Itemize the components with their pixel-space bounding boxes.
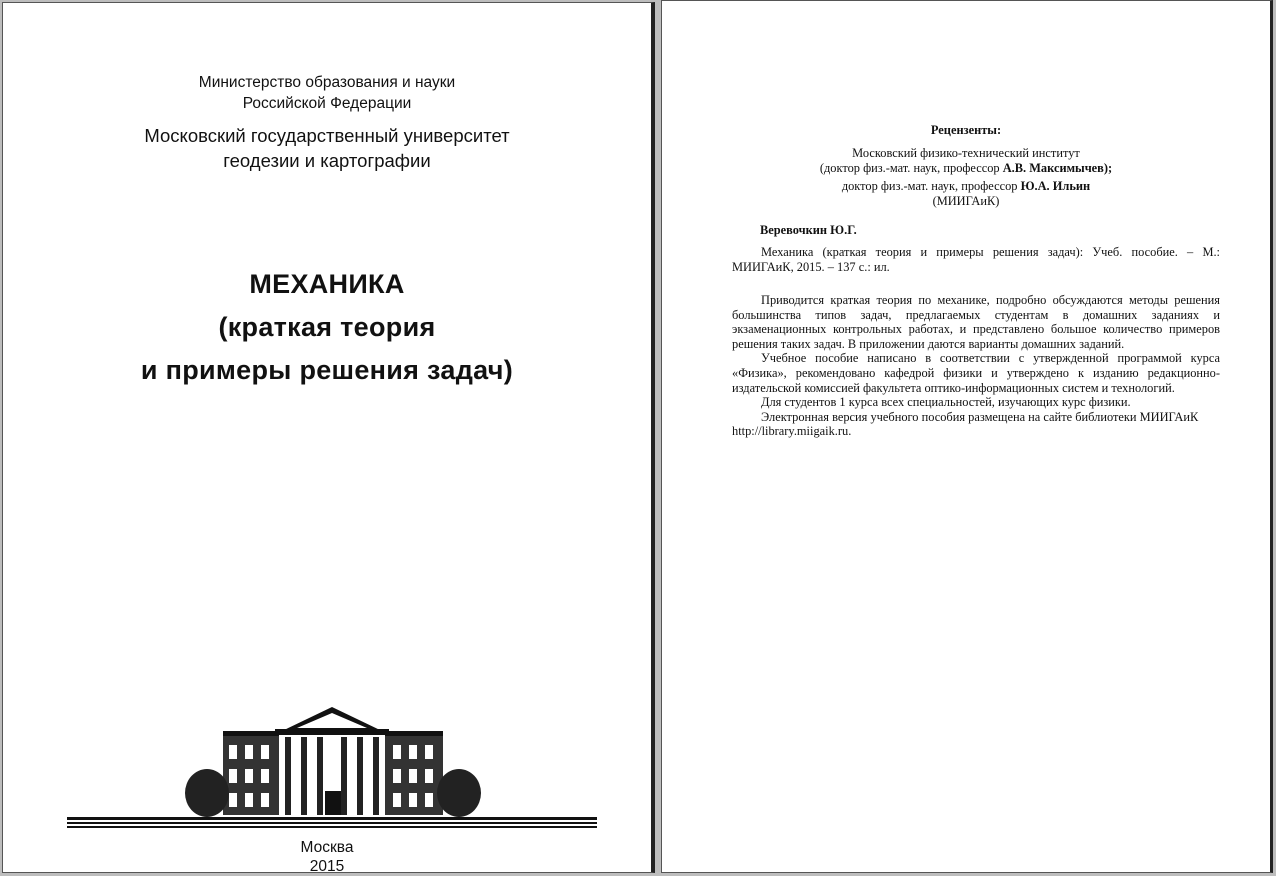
title-line-3: и примеры решения задач) <box>140 355 514 385</box>
author-name: Веревочкин Ю.Г. <box>760 223 857 237</box>
abstract-paragraph-1: Приводится краткая теория по механике, подробно обсуждаются методы решения большинства типов задач, предлагаемых студентам в домашних заданиях и экзаменационных контрольных работах, и представлено большое количество примеров решения таких задач. В приложении даются варианты домашних заданий. <box>732 293 1220 351</box>
citation <box>732 245 1220 274</box>
university-name <box>3 123 651 173</box>
university-line-1: Московский государственный университет <box>144 125 510 146</box>
reviewer-2-degree: доктор физ.-мат. наук, профессор <box>841 179 1021 193</box>
book-title <box>3 263 651 392</box>
reviewer-1-credentials <box>662 161 1270 176</box>
abstract <box>732 293 1220 439</box>
citation-text: Механика (краткая теория и примеры решения задач): Учеб. пособие. – М.: МИИГАиК, 2015. – 137 с.: ил. <box>732 245 1220 274</box>
publication-place-year <box>3 838 651 876</box>
year: 2015 <box>309 858 345 875</box>
cover-page <box>2 2 655 873</box>
reviewer-2-name: Ю.А. Ильин <box>1020 179 1091 193</box>
reviewer-2 <box>662 179 1270 208</box>
abstract-paragraph-4: Электронная версия учебного пособия размещена на сайте библиотеки МИИГАиК http://library.miigaik.ru. <box>732 409 1199 439</box>
city: Москва <box>300 839 354 856</box>
title-line-2: (краткая теория <box>218 312 436 342</box>
title-line-1: МЕХАНИКА <box>249 269 405 299</box>
reviewer-2-credentials <box>662 179 1270 194</box>
ministry-line-1: Министерство образования и науки <box>198 74 456 91</box>
reviewer-1-org: Московский физико-технический институт <box>852 146 1080 160</box>
ministry-line-2: Российской Федерации <box>242 95 412 112</box>
ministry-header <box>3 72 651 114</box>
reviewer-1-degree: (доктор физ.-мат. наук, профессор <box>819 160 1003 175</box>
abstract-paragraph-3: Для студентов 1 курса всех специальностей, изучающих курс физики. <box>761 395 1131 410</box>
university-building-illustration <box>67 701 597 833</box>
reviewer-2-org: (МИИГАиК) <box>932 193 1000 208</box>
university-line-2: геодезии и картографии <box>223 150 431 171</box>
reviewer-1-name: А.В. Максимычев); <box>1002 160 1113 175</box>
reviewer-1 <box>662 146 1270 175</box>
imprint-page <box>661 0 1273 873</box>
abstract-paragraph-2: Учебное пособие написано в соответствии с утвержденной программой курса «Физика», рекомендовано кафедрой физики и утверждено к изданию редакционно-издательской комиссией факультета оптико-информационных систем и технологий. <box>732 351 1220 395</box>
reviewers-heading: Рецензенты: <box>930 123 1002 137</box>
